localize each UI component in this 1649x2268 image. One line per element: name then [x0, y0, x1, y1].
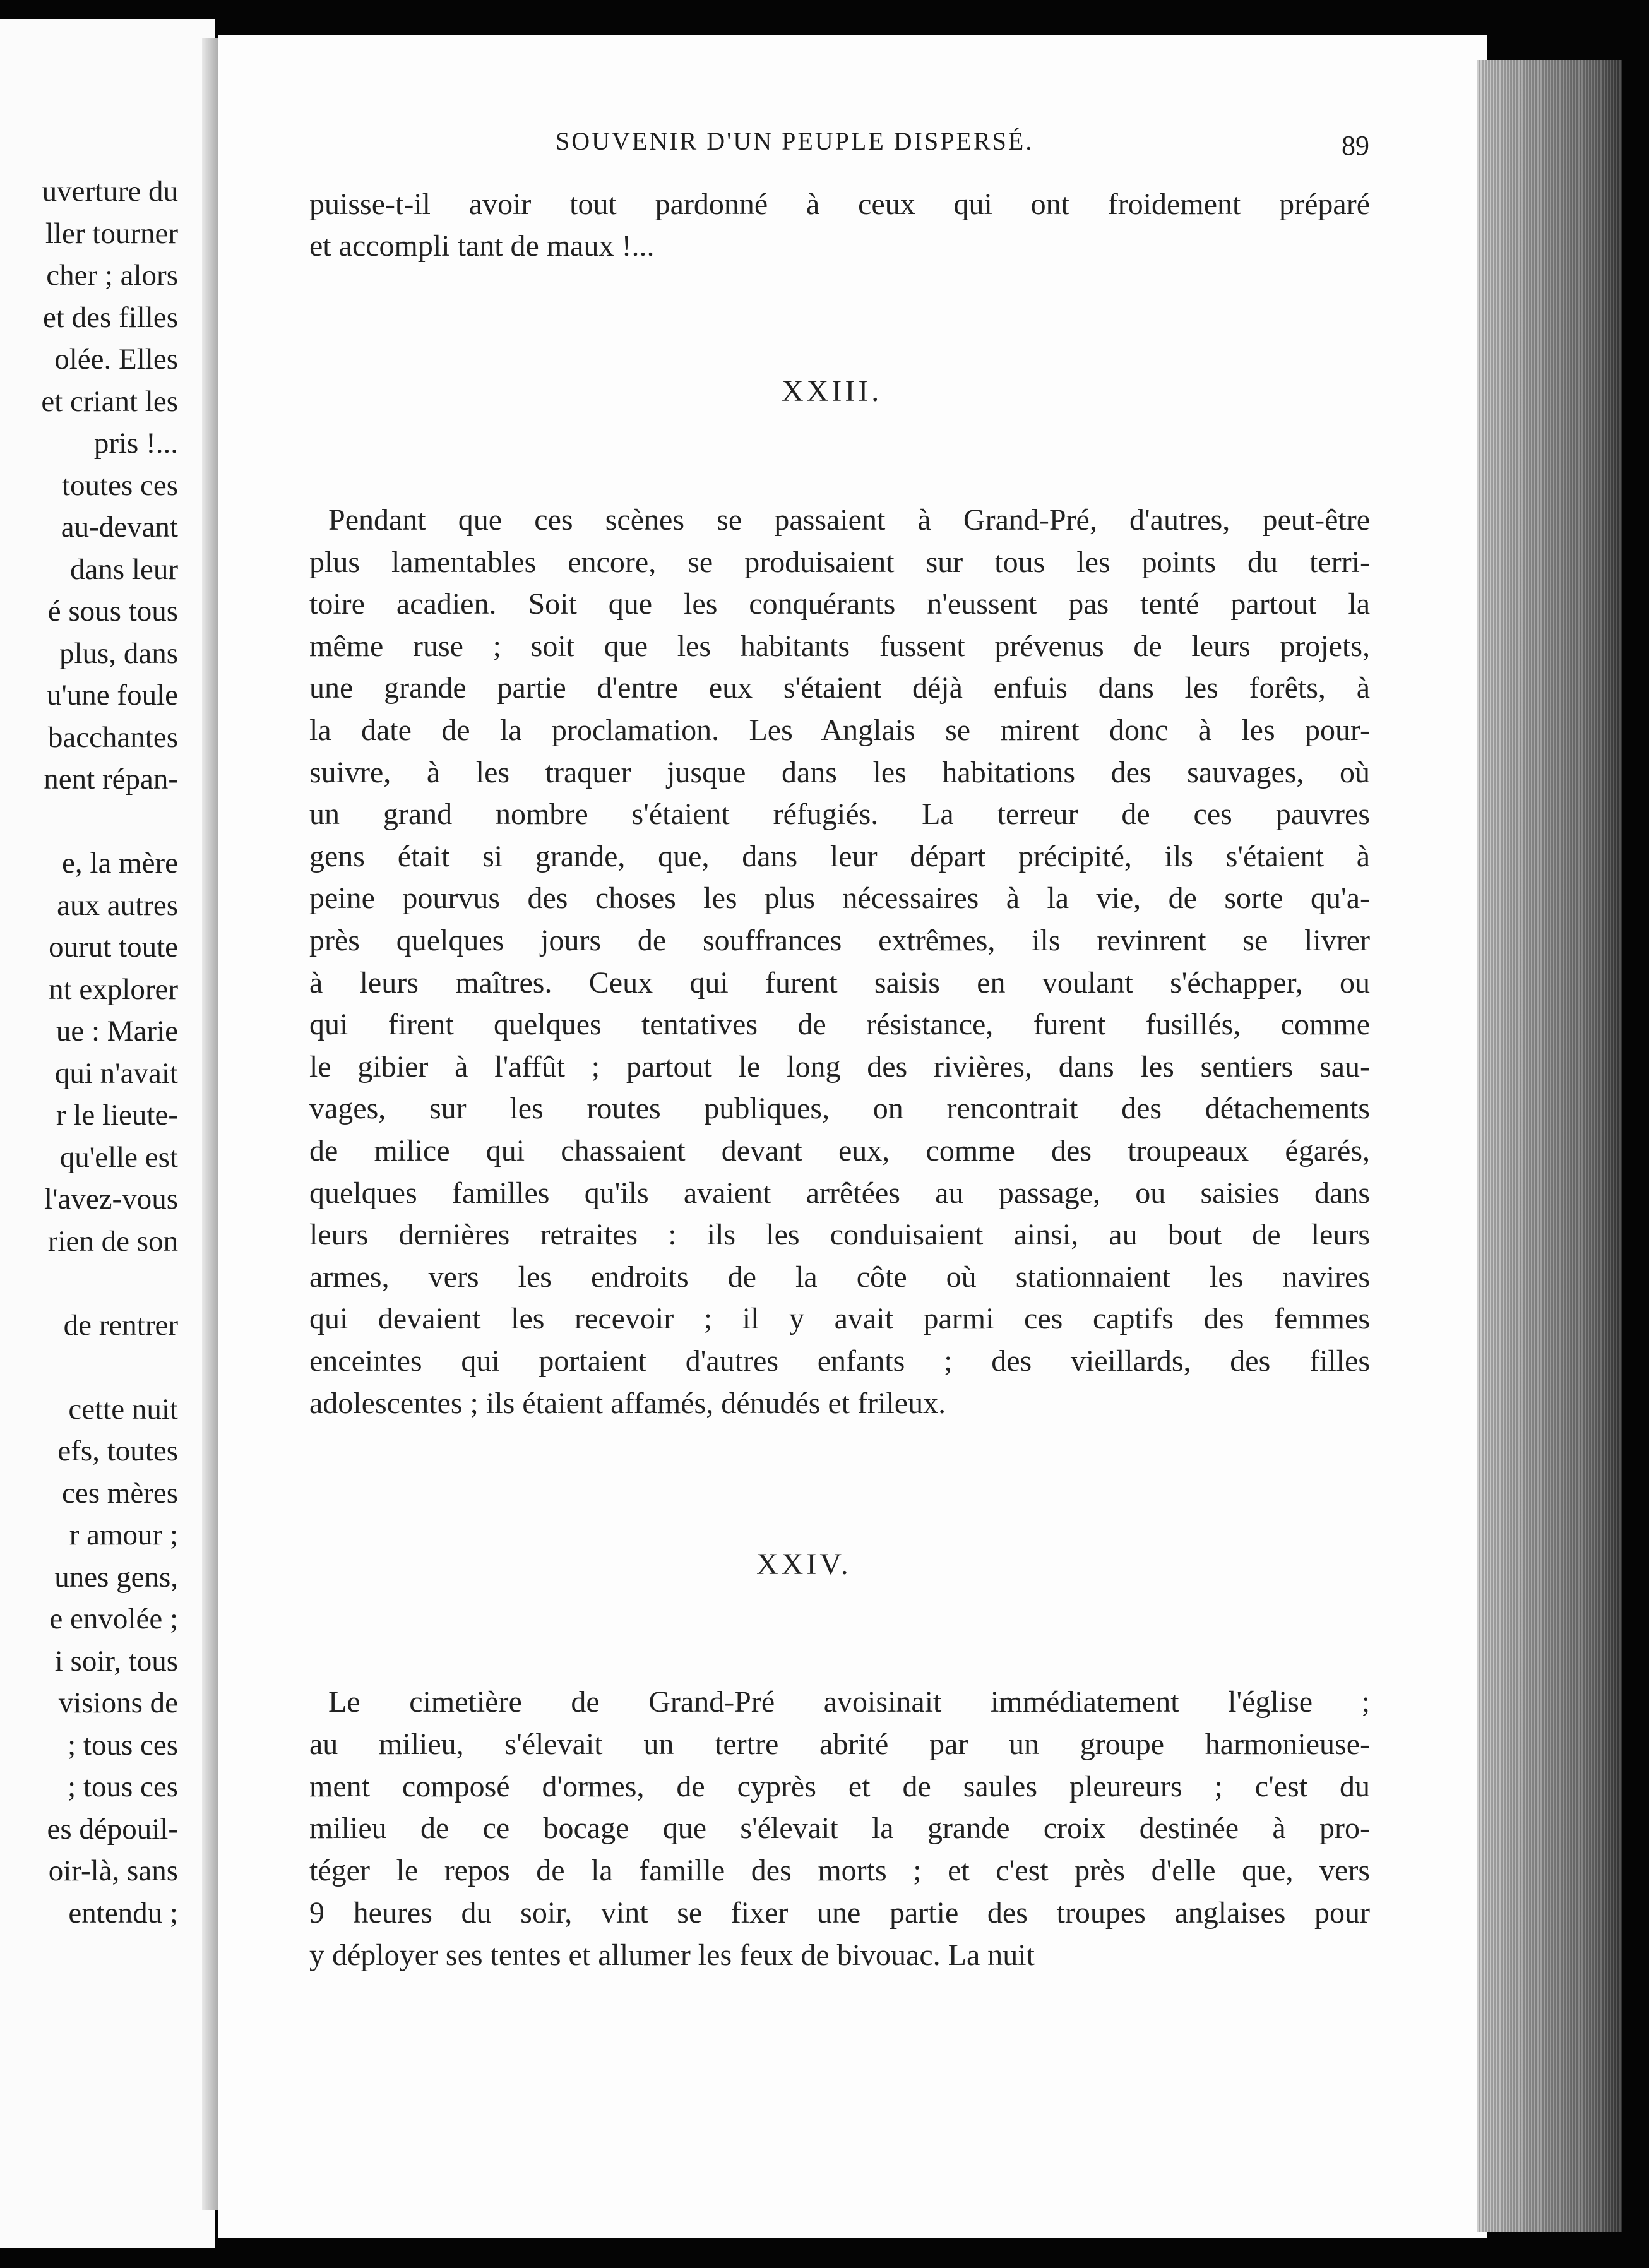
text-line: y déployer ses tentes et allumer les feux de bivouac. La nuit — [309, 1938, 1035, 1972]
text-line: suivre, à les traquer jusque dans les habitations des sauvages, où — [309, 755, 1370, 789]
text-line: Le cimetière de Grand-Pré avoisinait immédiatement l'église ; — [328, 1685, 1370, 1719]
left-page-line: e envolée ; — [49, 1603, 178, 1635]
left-page-line: é sous tous — [47, 595, 178, 628]
left-page-line: unes gens, — [54, 1560, 178, 1594]
text-line: plus lamentables encore, se produisaient sur tous les points du terri- — [309, 545, 1370, 579]
left-page-line: rien de son — [47, 1224, 178, 1258]
left-page-line: l'avez-vous — [44, 1183, 178, 1215]
left-page-line: r amour ; — [69, 1519, 178, 1551]
left-page-line: ces mères — [62, 1476, 178, 1510]
left-page-line: e, la mère — [62, 847, 178, 880]
text-line: qui devaient les recevoir ; il y avait parmi ces captifs des femmes — [309, 1302, 1370, 1336]
left-page-line: plus, dans — [59, 636, 178, 670]
left-page-line: qu'elle est — [59, 1140, 178, 1174]
section-heading: XXIV. — [756, 1548, 852, 1581]
left-page-line: olée. Elles — [54, 343, 178, 376]
text-line: au milieu, s'élevait un tertre abrité par un groupe harmonieuse- — [309, 1727, 1370, 1761]
left-page-line: nent répan- — [44, 763, 178, 796]
left-page-line: ller tourner — [45, 217, 178, 250]
left-page-line: u'une foule — [46, 679, 178, 712]
left-page-line: efs, toutes — [57, 1435, 178, 1467]
left-page-line: ; tous ces — [68, 1770, 178, 1803]
left-page-line: es dépouil- — [47, 1812, 178, 1846]
text-line: vages, sur les routes publiques, on rencontrait des détachements — [309, 1092, 1370, 1126]
left-page-line: oir-là, sans — [48, 1854, 178, 1887]
left-page-line: r le lieute- — [56, 1099, 178, 1131]
page-number: 89 — [1342, 130, 1369, 161]
text-line: adolescentes ; ils étaient affamés, dénudés et frileux. — [309, 1386, 946, 1420]
text-line: toire acadien. Soit que les conquérants n'eussent pas tenté partout la — [309, 587, 1370, 621]
text-line: enceintes qui portaient d'autres enfants ; des vieillards, des filles — [309, 1344, 1370, 1378]
left-page-line: aux autres — [57, 888, 178, 922]
text-line: qui firent quelques tentatives de résistance, furent fusillés, comme — [309, 1008, 1370, 1042]
left-page-line: pris !... — [93, 427, 178, 460]
running-head: SOUVENIR D'UN PEUPLE DISPERSÉ. — [556, 127, 1034, 155]
text-line: 9 heures du soir, vint se fixer une partie des troupes anglaises pour — [309, 1896, 1370, 1930]
left-page-line: i soir, tous — [54, 1644, 178, 1678]
left-page-line: dans leur — [70, 552, 178, 586]
text-line: peine pourvus des choses les plus nécessaires à la vie, de sorte qu'a- — [309, 881, 1370, 916]
text-line: la date de la proclamation. Les Anglais se mirent donc à les pour- — [309, 713, 1370, 747]
left-page-line: toutes ces — [61, 469, 178, 502]
left-page-line: ue : Marie — [56, 1015, 178, 1047]
left-page-line: ourut toute — [49, 931, 178, 964]
left-page-line: et criant les — [41, 385, 178, 418]
text-line: à leurs maîtres. Ceux qui furent saisis en voulant s'échapper, ou — [309, 965, 1370, 1000]
left-facing-page — [0, 19, 215, 2248]
text-line: et accompli tant de maux !... — [309, 229, 655, 263]
left-page-line: cette nuit — [68, 1392, 178, 1426]
text-line: de milice qui chassaient devant eux, comme des troupeaux égarés, — [309, 1134, 1370, 1167]
text-line: près quelques jours de souffrances extrêmes, ils revinrent se livrer — [309, 924, 1370, 957]
left-page-line: ; tous ces — [68, 1728, 178, 1762]
text-line: Pendant que ces scènes se passaient à Grand-Pré, d'autres, peut-être — [328, 503, 1370, 537]
left-page-line: entendu ; — [68, 1896, 178, 1930]
text-line: milieu de ce bocage que s'élevait la grande croix destinée à pro- — [309, 1811, 1370, 1846]
text-line: quelques familles qu'ils avaient arrêtées au passage, ou saisies dans — [309, 1176, 1370, 1210]
page-edge-stack — [1477, 60, 1622, 2232]
section-heading: XXIII. — [782, 374, 883, 408]
text-line: puisse-t-il avoir tout pardonné à ceux qui ont froidement préparé — [309, 188, 1370, 221]
left-page-line: au-devant — [61, 511, 178, 544]
text-line: gens était si grande, que, dans leur départ précipité, ils s'étaient à — [309, 839, 1370, 873]
left-page-line: nt explorer — [49, 972, 178, 1006]
left-page-line: visions de — [58, 1686, 178, 1719]
text-line: le gibier à l'affût ; partout le long des rivières, dans les sentiers sau- — [309, 1049, 1370, 1083]
left-page-line: cher ; alors — [46, 259, 178, 292]
left-page-line: bacchantes — [47, 720, 178, 754]
text-line: un grand nombre s'étaient réfugiés. La terreur de ces pauvres — [309, 797, 1370, 832]
text-line: une grande partie d'entre eux s'étaient déjà enfuis dans les forêts, à — [309, 671, 1370, 705]
left-page-line: et des filles — [42, 301, 178, 334]
left-page-line: de rentrer — [63, 1308, 178, 1342]
text-line: téger le repos de la famille des morts ; et c'est près d'elle que, vers — [309, 1854, 1370, 1888]
left-page-line: qui n'avait — [54, 1056, 178, 1090]
text-line: leurs dernières retraites : ils les conduisaient ainsi, au bout de leurs — [309, 1218, 1370, 1252]
left-page-line: uverture du — [42, 175, 178, 208]
text-line: même ruse ; soit que les habitants fussent prévenus de leurs projets, — [309, 629, 1370, 663]
text-line: armes, vers les endroits de la côte où stationnaient les navires — [309, 1260, 1370, 1294]
text-line: ment composé d'ormes, de cyprès et de saules pleureurs ; c'est du — [309, 1769, 1370, 1803]
